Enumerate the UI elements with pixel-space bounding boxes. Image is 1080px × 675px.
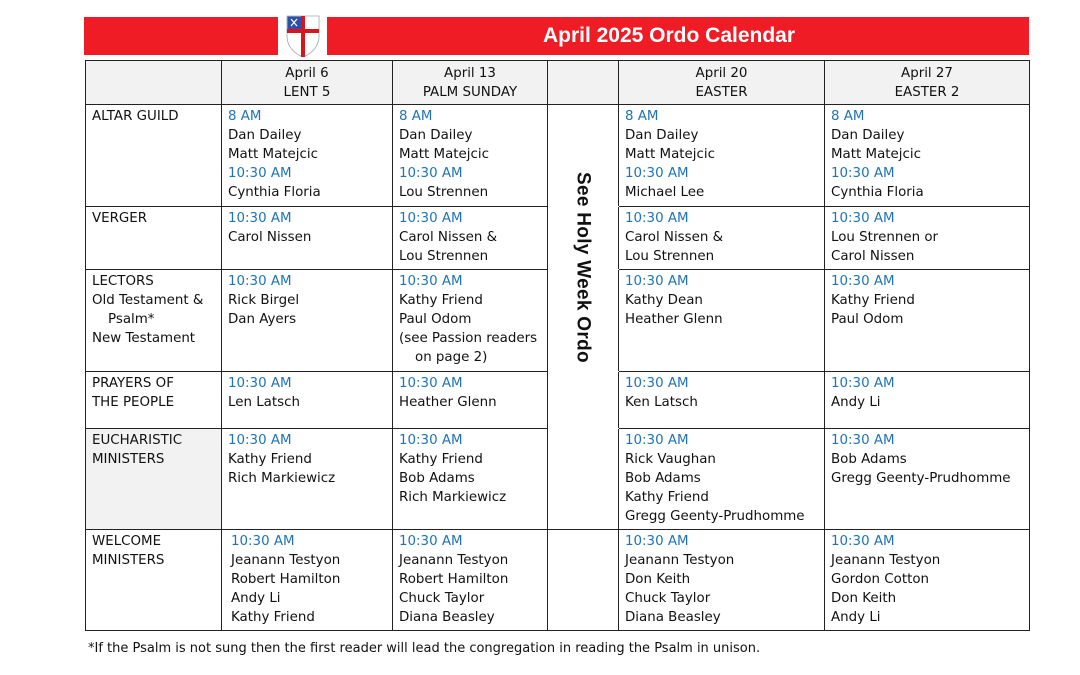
cell-line: MINISTERS (92, 553, 165, 568)
cell-line: PALM SUNDAY (422, 85, 518, 100)
assignment-cell (825, 207, 1030, 270)
holy-week-cell (548, 429, 619, 530)
cell-line: Robert Hamilton (399, 572, 509, 587)
cell-line: Old Testament & (92, 293, 204, 308)
cell-line: ALTAR GUILD (92, 109, 179, 124)
cell-line: WELCOME (92, 534, 162, 549)
cell-line: Andy Li (831, 610, 881, 625)
assignment-cell (222, 429, 393, 530)
cell-line: Jeanann Testyon (625, 553, 735, 568)
cell-line: Rich Markiewicz (228, 471, 336, 486)
cell-line: Rich Markiewicz (399, 490, 507, 505)
holy-week-cell (548, 207, 619, 270)
cell-line: 10:30 AM (228, 274, 292, 289)
cell-line: Matt Matejcic (399, 147, 489, 162)
assignment-cell (619, 429, 825, 530)
holy-week-cell (548, 105, 619, 207)
cell-line: Don Keith (831, 591, 897, 606)
cell-line: 10:30 AM (228, 211, 292, 226)
cell-line: Kathy Dean (625, 293, 703, 308)
role-cell (86, 270, 222, 372)
cell-line: 10:30 AM (625, 166, 689, 181)
cell-line: Gordon Cotton (831, 572, 929, 587)
cell-line: Diana Beasley (399, 610, 495, 625)
cell-line: 8 AM (399, 109, 433, 124)
holy-week-cell (548, 530, 619, 631)
cell-line: 10:30 AM (831, 166, 895, 181)
cell-line: Carol Nissen & (625, 230, 724, 245)
cell-line: April 20 (695, 66, 748, 81)
table-row (86, 372, 1030, 429)
cell-line: Kathy Friend (625, 490, 709, 505)
cell-line: Heather Glenn (625, 312, 723, 327)
cell-line: 8 AM (228, 109, 262, 124)
table-row (86, 207, 1030, 270)
assignment-cell (393, 372, 548, 429)
cell-line: 10:30 AM (399, 534, 463, 549)
cell-line: Ken Latsch (625, 395, 698, 410)
cell-line: New Testament (92, 331, 196, 346)
cell-line: THE PEOPLE (92, 395, 175, 410)
cell-line: Kathy Friend (831, 293, 915, 308)
role-cell (86, 105, 222, 207)
assignment-cell (222, 207, 393, 270)
assignment-cell (825, 429, 1030, 530)
cell-line: Gregg Geenty-Prudhomme (625, 509, 805, 524)
cell-line: Kathy Friend (399, 452, 483, 467)
cell-line: Dan Ayers (228, 312, 297, 327)
cell-line: Cynthia Floria (831, 185, 924, 200)
cell-line: 10:30 AM (831, 433, 895, 448)
cell-line: Chuck Taylor (399, 591, 485, 606)
cell-line: Jeanann Testyon (831, 553, 941, 568)
assignment-cell (619, 270, 825, 372)
cell-line: 10:30 AM (625, 274, 689, 289)
title-banner-left (84, 17, 278, 55)
cell-line: 10:30 AM (228, 166, 292, 181)
cell-line: 10:30 AM (831, 534, 895, 549)
cell-line: Jeanann Testyon (399, 553, 509, 568)
cell-line: April 27 (901, 66, 953, 81)
cell-line: 10:30 AM (831, 211, 895, 226)
cell-line: 10:30 AM (228, 376, 292, 391)
cell-line: Matt Matejcic (625, 147, 715, 162)
cell-line: Lou Strennen (625, 249, 715, 264)
column-header (825, 61, 1030, 105)
cell-line: 8 AM (831, 109, 865, 124)
assignment-cell (222, 270, 393, 372)
assignment-cell (825, 530, 1030, 631)
cell-line: Rick Vaughan (625, 452, 716, 467)
cell-line: 10:30 AM (399, 274, 463, 289)
cell-line: Michael Lee (625, 185, 705, 200)
assignment-cell (619, 105, 825, 207)
holy-week-cell (548, 372, 619, 429)
cell-line: Lou Strennen or (831, 230, 939, 245)
cell-line: Dan Dailey (831, 128, 905, 143)
table-row (86, 270, 1030, 372)
cell-line: Chuck Taylor (625, 591, 711, 606)
cell-line: Matt Matejcic (228, 147, 318, 162)
role-cell (86, 207, 222, 270)
cell-line: Bob Adams (625, 471, 701, 486)
assignment-cell (222, 372, 393, 429)
cell-line: Carol Nissen & (399, 230, 498, 245)
holy-week-cell (548, 270, 619, 372)
column-header (222, 61, 393, 105)
cell-line: Kathy Friend (228, 452, 312, 467)
column-header (619, 61, 825, 105)
page-title: April 2025 Ordo Calendar (542, 24, 796, 47)
assignment-cell (393, 105, 548, 207)
cell-line: Dan Dailey (228, 128, 302, 143)
cell-line: on page 2) (415, 350, 488, 365)
cell-line: Paul Odom (399, 312, 472, 327)
cell-line: Bob Adams (399, 471, 475, 486)
cell-line: April 13 (444, 66, 496, 81)
cell-line: Gregg Geenty-Prudhomme (831, 471, 1011, 486)
cell-line: 10:30 AM (231, 534, 295, 549)
cell-line: 10:30 AM (228, 433, 292, 448)
cell-line: 10:30 AM (625, 376, 689, 391)
cell-line: Robert Hamilton (231, 572, 341, 587)
cell-line: Lou Strennen (399, 185, 489, 200)
cell-line: Jeanann Testyon (231, 553, 341, 568)
cell-line: 10:30 AM (399, 376, 463, 391)
assignment-cell (619, 207, 825, 270)
cell-line: Rick Birgel (228, 293, 300, 308)
corner-cell (86, 61, 222, 105)
holy-week-header-cell (548, 61, 619, 105)
cell-line: 10:30 AM (399, 211, 463, 226)
cell-line: PRAYERS OF (92, 376, 174, 391)
cell-line: EUCHARISTIC (92, 433, 183, 448)
assignment-cell (393, 207, 548, 270)
cell-line: Bob Adams (831, 452, 907, 467)
footnote: *If the Psalm is not sung then the first reader will lead the congregation in reading the Psalm in unison. (88, 641, 761, 656)
cell-line: 10:30 AM (625, 534, 689, 549)
cell-line: Diana Beasley (625, 610, 721, 625)
cell-line: EASTER (695, 85, 748, 100)
cell-line: 10:30 AM (831, 274, 895, 289)
cell-line: Lou Strennen (399, 249, 489, 264)
cell-line: Psalm* (108, 312, 155, 327)
cell-line: Dan Dailey (399, 128, 473, 143)
cell-line: Carol Nissen (831, 249, 915, 264)
cell-line: (see Passion readers (399, 331, 538, 346)
cell-line: MINISTERS (92, 452, 165, 467)
cell-line: VERGER (92, 211, 148, 226)
cell-line: LENT 5 (283, 85, 331, 100)
assignment-cell (825, 270, 1030, 372)
cell-line: 10:30 AM (399, 166, 463, 181)
cell-line: April 6 (285, 66, 329, 81)
cell-line: Carol Nissen (228, 230, 312, 245)
cell-line: Kathy Friend (231, 610, 315, 625)
role-cell (86, 530, 222, 631)
cell-line: Paul Odom (831, 312, 904, 327)
cell-line: 10:30 AM (399, 433, 463, 448)
cell-line: EASTER 2 (894, 85, 960, 100)
title-banner (327, 17, 1029, 55)
ordo-table (85, 60, 1030, 631)
assignment-cell (393, 270, 548, 372)
cell-line: Dan Dailey (625, 128, 699, 143)
assignment-cell (393, 429, 548, 530)
cell-line: 10:30 AM (625, 211, 689, 226)
role-cell (86, 372, 222, 429)
episcopal-shield-icon (283, 14, 323, 58)
column-header (393, 61, 548, 105)
table-row (86, 429, 1030, 530)
cell-line: Andy Li (231, 591, 281, 606)
assignment-cell (619, 530, 825, 631)
cell-line: Don Keith (625, 572, 691, 587)
role-cell (86, 429, 222, 530)
cell-line: Cynthia Floria (228, 185, 321, 200)
cell-line: Heather Glenn (399, 395, 497, 410)
cell-line: Andy Li (831, 395, 881, 410)
table-row (86, 105, 1030, 207)
table-row (86, 530, 1030, 631)
assignment-cell (222, 530, 393, 631)
cell-line: LECTORS (92, 274, 154, 289)
assignment-cell (393, 530, 548, 631)
assignment-cell (825, 105, 1030, 207)
holy-week-note: See Holy Week Ordo (572, 172, 594, 363)
cell-line: 10:30 AM (625, 433, 689, 448)
assignment-cell (222, 105, 393, 207)
header-row (86, 61, 1030, 105)
cell-line: Len Latsch (228, 395, 300, 410)
cell-line: 10:30 AM (831, 376, 895, 391)
cell-line: 8 AM (625, 109, 659, 124)
assignment-cell (619, 372, 825, 429)
assignment-cell (825, 372, 1030, 429)
cell-line: Matt Matejcic (831, 147, 921, 162)
cell-line: Kathy Friend (399, 293, 483, 308)
